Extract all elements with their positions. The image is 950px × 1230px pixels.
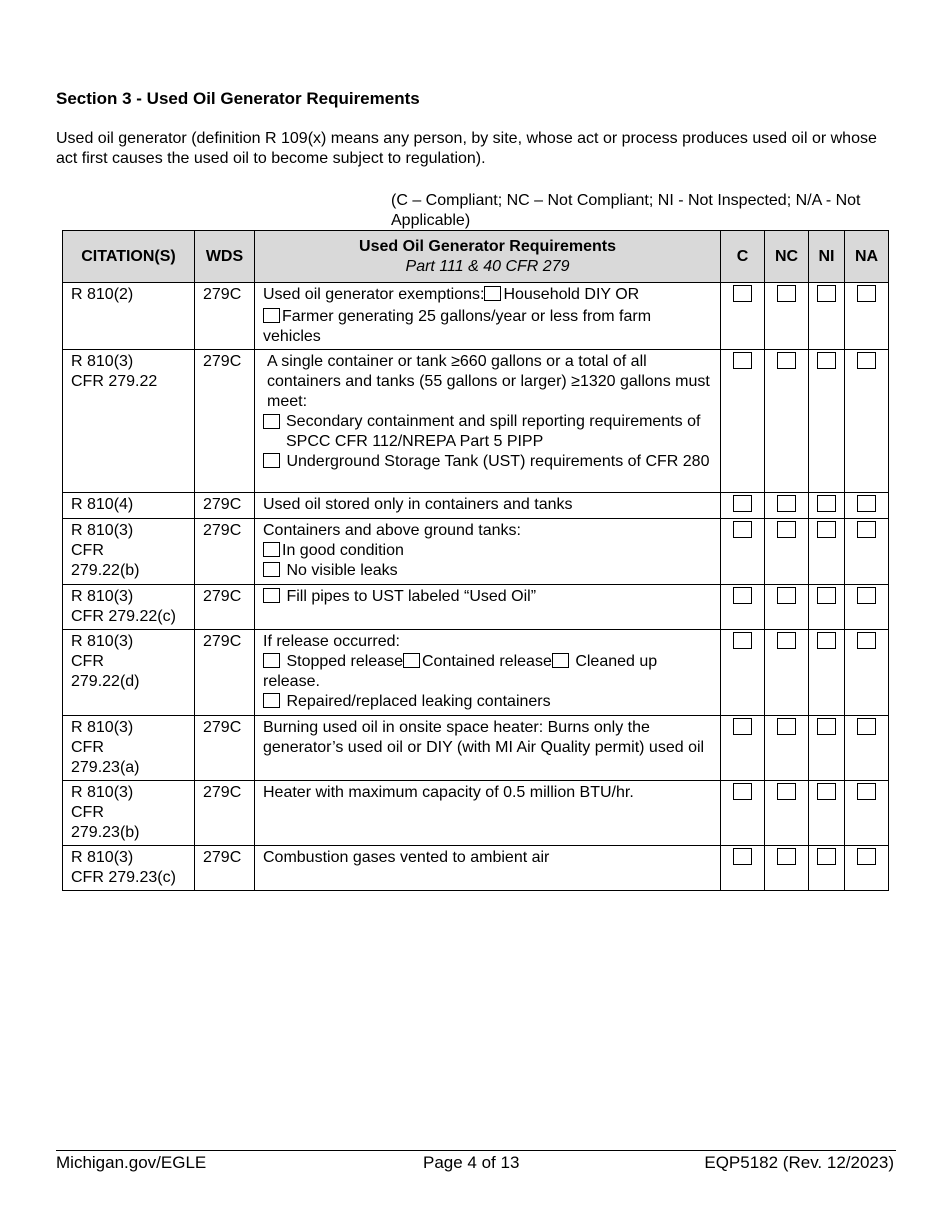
option-label: Secondary containment and spill reporting requirements of SPCC CFR 112/NREPA Part 5 PIPP: [286, 413, 701, 450]
citation-line: CFR: [71, 804, 104, 821]
status-legend: (C – Compliant; NC – Not Compliant; NI - Not Inspected; N/A - Not Applicable): [391, 192, 861, 229]
citation-line: CFR: [71, 739, 104, 756]
citation-line: CFR: [71, 542, 104, 559]
requirement-cell: [255, 630, 721, 716]
wds-cell: 279C: [195, 630, 255, 716]
citation-line: R 810(3): [71, 353, 134, 370]
citation-cell: [63, 493, 195, 519]
citation-line: 279.23(a): [71, 759, 140, 776]
citation-cell: [63, 781, 195, 846]
requirement-text: Containers and above ground tanks:: [263, 522, 521, 539]
compliant-checkbox[interactable]: [733, 632, 752, 649]
citation-cell: [63, 519, 195, 585]
option-label: No visible leaks: [286, 562, 398, 579]
requirement-text: A single container or tank ≥660 gallons or a total of all containers and tanks (55 gallons or larger) ≥1320 gallons must meet:: [267, 353, 710, 410]
option-label: Underground Storage Tank (UST) requirements of CFR 280: [286, 453, 710, 470]
not-inspected-checkbox[interactable]: [817, 632, 836, 649]
wds-cell: 279C: [195, 283, 255, 350]
col-header-wds: WDS: [195, 231, 255, 283]
wds-cell: 279C: [195, 585, 255, 630]
option-checkbox[interactable]: [263, 308, 280, 323]
not-inspected-checkbox[interactable]: [817, 587, 836, 604]
not-inspected-checkbox[interactable]: [817, 285, 836, 302]
wds-cell: 279C: [195, 519, 255, 585]
citation-cell: [63, 846, 195, 891]
table-row: [63, 630, 889, 716]
not-inspected-checkbox[interactable]: [817, 352, 836, 369]
wds-cell: 279C: [195, 350, 255, 493]
not-compliant-checkbox[interactable]: [777, 495, 796, 512]
wds-cell: 279C: [195, 846, 255, 891]
table-row: [63, 519, 889, 585]
citation-line: CFR 279.23(c): [71, 869, 176, 886]
compliant-checkbox[interactable]: [733, 718, 752, 735]
compliant-checkbox[interactable]: [733, 521, 752, 538]
option-checkbox[interactable]: [263, 414, 280, 429]
not-compliant-checkbox[interactable]: [777, 587, 796, 604]
col-header-citation: CITATION(S): [63, 231, 195, 283]
not-compliant-checkbox[interactable]: [777, 783, 796, 800]
compliant-checkbox[interactable]: [733, 495, 752, 512]
option-checkbox[interactable]: [403, 653, 420, 668]
citation-cell: [63, 630, 195, 716]
not-applicable-checkbox[interactable]: [857, 521, 876, 538]
col-header-ni: NI: [809, 231, 845, 283]
not-applicable-checkbox[interactable]: [857, 495, 876, 512]
option-label: In good condition: [282, 542, 404, 559]
not-applicable-checkbox[interactable]: [857, 352, 876, 369]
citation-line: R 810(3): [71, 719, 134, 736]
wds-cell: 279C: [195, 781, 255, 846]
compliant-checkbox[interactable]: [733, 587, 752, 604]
citation-cell: [63, 283, 195, 350]
compliant-checkbox[interactable]: [733, 848, 752, 865]
citation-line: R 810(4): [71, 496, 134, 513]
table-header-row: [63, 231, 889, 283]
option-label: Household DIY OR: [503, 286, 640, 303]
footer-page-number: Page 4 of 13: [423, 1153, 520, 1172]
citation-line: 279.22(d): [71, 673, 140, 690]
not-applicable-checkbox[interactable]: [857, 783, 876, 800]
requirement-cell: [255, 585, 721, 630]
citation-cell: [63, 350, 195, 493]
c-cell: [721, 283, 765, 350]
not-compliant-checkbox[interactable]: [777, 632, 796, 649]
citation-line: R 810(3): [71, 522, 134, 539]
requirement-cell: Combustion gases vented to ambient air: [255, 846, 721, 891]
option-checkbox[interactable]: [263, 453, 280, 468]
section-title: Section 3 - Used Oil Generator Requirements: [56, 89, 420, 108]
option-label: Cleaned up release.: [263, 653, 658, 690]
col-header-na: NA: [845, 231, 889, 283]
not-inspected-checkbox[interactable]: [817, 718, 836, 735]
footer-form-id: EQP5182 (Rev. 12/2023): [704, 1153, 894, 1172]
citation-line: 279.22(b): [71, 562, 140, 579]
not-compliant-checkbox[interactable]: [777, 285, 796, 302]
table-row: [63, 585, 889, 630]
option-checkbox[interactable]: [484, 286, 501, 301]
requirements-title: Used Oil Generator Requirements: [359, 237, 616, 255]
not-applicable-checkbox[interactable]: [857, 285, 876, 302]
not-compliant-checkbox[interactable]: [777, 718, 796, 735]
option-checkbox[interactable]: [263, 588, 280, 603]
compliant-checkbox[interactable]: [733, 285, 752, 302]
not-compliant-checkbox[interactable]: [777, 848, 796, 865]
table-row: [63, 781, 889, 846]
not-applicable-checkbox[interactable]: [857, 587, 876, 604]
not-compliant-checkbox[interactable]: [777, 521, 796, 538]
requirement-cell: [255, 350, 721, 493]
citation-line: R 810(3): [71, 633, 134, 650]
option-checkbox[interactable]: [263, 693, 280, 708]
requirement-cell: Used oil stored only in containers and tanks: [255, 493, 721, 519]
col-header-requirements: [255, 231, 721, 283]
requirement-text: If release occurred:: [263, 633, 400, 650]
option-label: Repaired/replaced leaking containers: [286, 693, 551, 710]
not-compliant-checkbox[interactable]: [777, 352, 796, 369]
citation-cell: [63, 716, 195, 781]
citation-cell: [63, 585, 195, 630]
na-cell: [845, 283, 889, 350]
not-applicable-checkbox[interactable]: [857, 632, 876, 649]
requirements-table: [62, 230, 889, 891]
intro-paragraph: Used oil generator (definition R 109(x) means any person, by site, whose act or process produces used oil or whose act first causes the used oil to become subject to regulation).: [56, 130, 877, 167]
citation-line: R 810(3): [71, 784, 134, 801]
option-label: Farmer generating 25 gallons/year or less from farm vehicles: [263, 308, 652, 345]
requirement-cell: Heater with maximum capacity of 0.5 million BTU/hr.: [255, 781, 721, 846]
option-label: Contained release: [421, 653, 552, 670]
not-inspected-checkbox[interactable]: [817, 495, 836, 512]
wds-cell: 279C: [195, 716, 255, 781]
ni-cell: [809, 283, 845, 350]
compliant-checkbox[interactable]: [733, 352, 752, 369]
table-row: [63, 350, 889, 493]
citation-line: R 810(3): [71, 849, 134, 866]
not-applicable-checkbox[interactable]: [857, 848, 876, 865]
citation-line: CFR: [71, 653, 104, 670]
citation-line: R 810(2): [71, 286, 134, 303]
option-checkbox[interactable]: [263, 542, 280, 557]
footer-website: Michigan.gov/EGLE: [56, 1153, 207, 1172]
requirement-cell: [255, 283, 721, 350]
compliant-checkbox[interactable]: [733, 783, 752, 800]
table-row: [63, 283, 889, 350]
footer-divider: [56, 1150, 896, 1151]
option-checkbox[interactable]: [263, 653, 280, 668]
citation-line: R 810(3): [71, 588, 134, 605]
not-applicable-checkbox[interactable]: [857, 718, 876, 735]
table-row: [63, 716, 889, 781]
not-inspected-checkbox[interactable]: [817, 848, 836, 865]
option-label: Stopped release: [286, 653, 403, 670]
not-inspected-checkbox[interactable]: [817, 783, 836, 800]
col-header-c: C: [721, 231, 765, 283]
table-row: [63, 493, 889, 519]
citation-line: CFR 279.22: [71, 373, 158, 390]
requirement-cell: Burning used oil in onsite space heater: Burns only the generator’s used oil or DIY (with MI Air Quality permit) used oil: [255, 716, 721, 781]
requirement-text: Used oil generator exemptions:: [263, 286, 485, 303]
option-checkbox[interactable]: [263, 562, 280, 577]
nc-cell: [765, 283, 809, 350]
requirements-subtitle: Part 111 & 40 CFR 279: [405, 257, 570, 275]
col-header-nc: NC: [765, 231, 809, 283]
option-label: Fill pipes to UST labeled “Used Oil”: [286, 588, 537, 605]
citation-line: 279.23(b): [71, 824, 140, 841]
option-checkbox[interactable]: [552, 653, 569, 668]
not-inspected-checkbox[interactable]: [817, 521, 836, 538]
requirement-cell: [255, 519, 721, 585]
wds-cell: 279C: [195, 493, 255, 519]
table-row: [63, 846, 889, 891]
citation-line: CFR 279.22(c): [71, 608, 176, 625]
